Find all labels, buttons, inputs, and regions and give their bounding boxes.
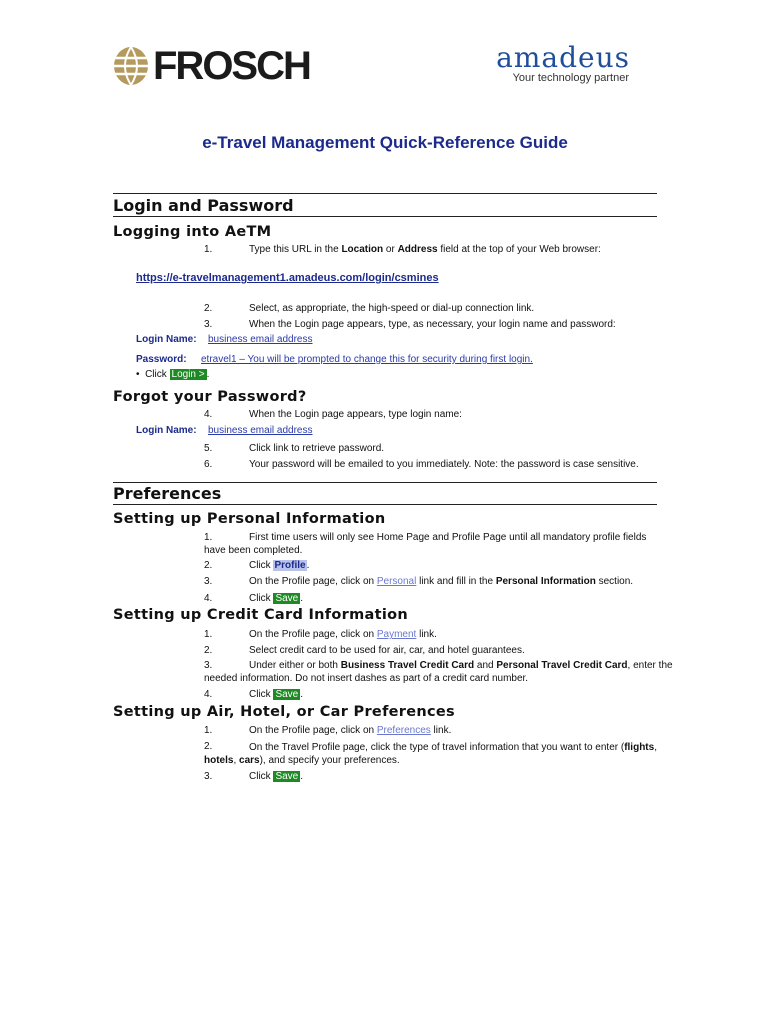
login-url-link[interactable]: https://e-travelmanagement1.amadeus.com/login/csmines: [136, 272, 439, 284]
step-text: First time users will only see Home Page and Profile Page until all mandatory profile fields: [249, 532, 647, 543]
preferences-link[interactable]: Preferences: [376, 725, 431, 736]
section-rule-top: [113, 482, 657, 483]
save-button[interactable]: Save: [275, 771, 299, 782]
amadeus-tagline: Your technology partner: [512, 72, 629, 84]
personal-link[interactable]: Personal: [376, 576, 417, 587]
step-number: 1.: [204, 532, 213, 543]
step-text: Select credit card to be used for air, car, and hotel guarantees.: [249, 645, 525, 656]
step-number: 3.: [204, 576, 213, 587]
globe-icon: [113, 46, 149, 86]
step-text: Click Profile.: [249, 560, 310, 571]
step-number: 2.: [204, 303, 213, 314]
password-value[interactable]: etravel1 – You will be prompted to change this for security during first login.: [201, 354, 533, 365]
step-text: Your password will be emailed to you immediately. Note: the password is case sensitive.: [249, 459, 639, 470]
click-login-line: • Click Login > .: [136, 369, 210, 380]
password-label: Password:: [136, 354, 187, 365]
section-rule-top: [113, 193, 657, 194]
subheading-travel-preferences: Setting up Air, Hotel, or Car Preferences: [113, 704, 455, 720]
step-text: Select, as appropriate, the high-speed or dial-up connection link.: [249, 303, 535, 314]
save-button[interactable]: Save: [275, 593, 299, 604]
section-rule-bottom: [113, 504, 657, 505]
login-name-label: Login Name:: [136, 334, 197, 345]
step-number: 2.: [204, 560, 213, 571]
step-text-continued: needed information. Do not insert dashes as part of a credit card number.: [204, 673, 529, 684]
step-number: 4.: [204, 409, 213, 420]
subheading-credit-card: Setting up Credit Card Information: [113, 607, 408, 623]
login-name-label: Login Name:: [136, 425, 197, 436]
step-text: When the Login page appears, type, as necessary, your login name and password:: [249, 319, 616, 330]
step-number: 1.: [204, 629, 213, 640]
section-heading-login: Login and Password: [113, 196, 294, 215]
step-text: Under either or both Business Travel Credit Card and Personal Travel Credit Card, enter the: [249, 660, 673, 671]
step-number: 6.: [204, 459, 213, 470]
section-heading-preferences: Preferences: [113, 484, 222, 503]
amadeus-wordmark: amadeus: [496, 41, 630, 74]
section-rule-bottom: [113, 216, 657, 217]
step-text: Type this URL in the Location or Address field at the top of your Web browser:: [249, 244, 601, 255]
step-text: On the Profile page, click on Personal link and fill in the Personal Information section.: [249, 576, 634, 587]
step-text: Click link to retrieve password.: [249, 443, 385, 454]
login-name-value[interactable]: business email address: [208, 334, 313, 345]
step-number: 1.: [204, 244, 213, 255]
step-text: On the Profile page, click on Payment link.: [249, 629, 437, 640]
step-text: Click Save .: [249, 771, 304, 782]
frosch-logo: [113, 46, 327, 86]
subheading-logging-in: Logging into AeTM: [113, 224, 272, 240]
amadeus-logo: [496, 41, 635, 87]
step-text-continued: have been completed.: [204, 545, 303, 556]
step-text: Click Save .: [249, 593, 304, 604]
document-title: e-Travel Management Quick-Reference Guide: [202, 133, 568, 152]
payment-link[interactable]: Payment: [376, 629, 417, 640]
login-button[interactable]: Login >: [171, 369, 205, 380]
login-name-value[interactable]: business email address: [208, 425, 313, 436]
step-text: On the Travel Profile page, click the type of travel information that you want to enter (flights, hotels, cars), and specify your preferences.: [204, 742, 657, 766]
bullet-icon: •: [136, 369, 146, 380]
save-button[interactable]: Save: [275, 689, 299, 700]
step-number: 2.: [204, 741, 213, 752]
step-number: 1.: [204, 725, 213, 736]
step-number: 3.: [204, 771, 213, 782]
profile-button[interactable]: Profile: [274, 560, 306, 571]
subheading-personal-info: Setting up Personal Information: [113, 511, 386, 527]
step-number: 4.: [204, 593, 213, 604]
frosch-wordmark: FROSCH: [153, 44, 310, 88]
step-text: Click Save .: [249, 689, 304, 700]
step-number: 2.: [204, 645, 213, 656]
step-number: 3.: [204, 660, 213, 671]
step-number: 3.: [204, 319, 213, 330]
step-number: 4.: [204, 689, 213, 700]
subheading-forgot-password: Forgot your Password?: [113, 389, 307, 405]
step-text: On the Profile page, click on Preferences link.: [249, 725, 452, 736]
step-number: 5.: [204, 443, 213, 454]
step-text: When the Login page appears, type login name:: [249, 409, 462, 420]
